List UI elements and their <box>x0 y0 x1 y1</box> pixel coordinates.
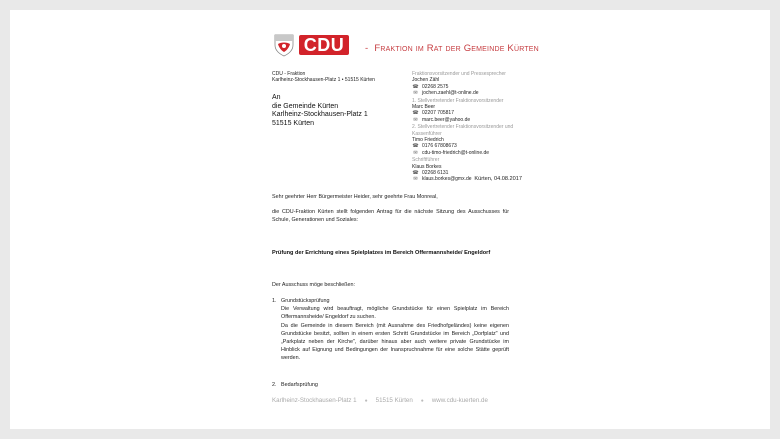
item-paragraph: Die Verwaltung wird beauftragt, mögliche Grundstücke für einen Spielplatz im Bereich Offermannsheide/ Engeldorf zu suchen. <box>281 306 509 321</box>
recipient-line-3: Karlheinz-Stockhausen-Platz 1 <box>272 111 368 119</box>
crest-icon <box>272 33 296 57</box>
footer-website-link[interactable]: www.cdu-kuerten.de <box>431 397 488 404</box>
contact-name: Timo Friedrich <box>412 136 444 143</box>
list-item <box>272 297 509 363</box>
email-icon: ✉ <box>413 89 418 96</box>
contact-role: Schriftführer <box>412 157 440 164</box>
footer-address: Karlheinz-Stockhausen-Platz 1 <box>272 397 357 404</box>
intro-paragraph: die CDU-Fraktion Kürten stellt folgenden Antrag für die nächste Sitzung des Ausschusses für Schule, Generationen und Soziales: <box>272 209 509 224</box>
salutation: Sehr geehrter Herr Bürgermeister Heider, sehr geehrte Frau Monreal, <box>272 194 438 200</box>
contact-name: Marc Beer <box>412 103 436 110</box>
phone-icon: ☎ <box>412 110 419 117</box>
resolution-intro: Der Ausschuss möge beschließen: <box>272 282 355 288</box>
contact-entry <box>412 98 522 123</box>
footer-separator: ● <box>420 397 424 404</box>
contact-role: 2. Stellvertretender Fraktionsvorsitzender und Kassenführer <box>412 124 514 137</box>
letter-date: Kürten, 04.08.2017 <box>474 176 522 182</box>
recipient-line-4: 51515 Kürten <box>272 119 315 127</box>
contact-email[interactable]: jochen.zaehl@t-online.de <box>422 89 479 96</box>
contact-entry <box>412 71 522 96</box>
footer-city: 51515 Kürten <box>375 397 413 404</box>
org-title <box>365 43 539 54</box>
list-item <box>272 381 509 389</box>
item-heading: Bedarfsprüfung <box>281 382 318 388</box>
contact-name: Jochen Zähl <box>412 77 440 84</box>
email-icon: ✉ <box>413 176 418 183</box>
sender-line <box>272 71 375 84</box>
item-heading: Grundstücksprüfung <box>281 298 330 304</box>
phone-icon: ☎ <box>412 143 419 150</box>
contact-phone: 0176 67808673 <box>422 143 457 150</box>
contact-role: 1. Stellvertretender Fraktionsvorsitzender <box>412 97 504 104</box>
contact-email[interactable]: marc.beer@yahoo.de <box>422 116 471 123</box>
item-number: 2. <box>272 382 277 388</box>
subject-line: Prüfung der Errichtung eines Spielplatzes im Bereich Offermannsheide/ Engeldorf <box>272 250 491 256</box>
email-icon: ✉ <box>413 116 418 123</box>
contact-entry <box>412 124 522 155</box>
contact-email[interactable]: klaus.borkes@gmx.de <box>422 176 472 183</box>
contact-phone: 02268 2575 <box>422 83 449 90</box>
recipient-address <box>272 94 368 128</box>
email-icon: ✉ <box>413 149 418 156</box>
page-footer <box>272 397 488 404</box>
sender-line-1: CDU - Fraktion <box>272 71 306 77</box>
contact-role: Fraktionsvorsitzender und Pressesprecher <box>412 71 506 77</box>
contact-name: Klaus Borkes <box>412 163 442 170</box>
phone-icon: ☎ <box>412 83 419 90</box>
org-title-dash: - <box>365 43 369 54</box>
recipient-line-2: die Gemeinde Kürten <box>272 102 339 110</box>
recipient-line-1: An <box>272 94 281 101</box>
footer-separator: ● <box>364 397 368 404</box>
org-title-text: Fraktion im Rat der Gemeinde Kürten <box>374 43 539 54</box>
cdu-badge: CDU <box>299 35 349 55</box>
item-number: 1. <box>272 298 277 304</box>
contact-phone: 02268 6131 <box>422 169 449 176</box>
contact-email[interactable]: cdu-timo-friedrich@t-online.de <box>422 149 490 156</box>
phone-icon: ☎ <box>412 169 419 176</box>
sender-line-2: Karlheinz-Stockhausen-Platz 1 • 51515 Kürten <box>272 77 375 84</box>
contact-list <box>412 71 522 184</box>
item-paragraph: Da die Gemeinde in diesem Bereich (mit Ausnahme des Friedhofgeländes) keine eigenen Grundstücke besitzt, sollten in einem ersten Schritt Grundstücke im Bereich „Dorfplatz" und „Parkplatz neben der Kirche", darüber hinaus aber auch weitere private Grundstücke im Hinblick auf Eignung und Bedingungen der Inanspruchnahme für eine solche Stätte geprüft werden. <box>281 322 509 362</box>
contact-phone: 02207 705817 <box>422 110 454 117</box>
